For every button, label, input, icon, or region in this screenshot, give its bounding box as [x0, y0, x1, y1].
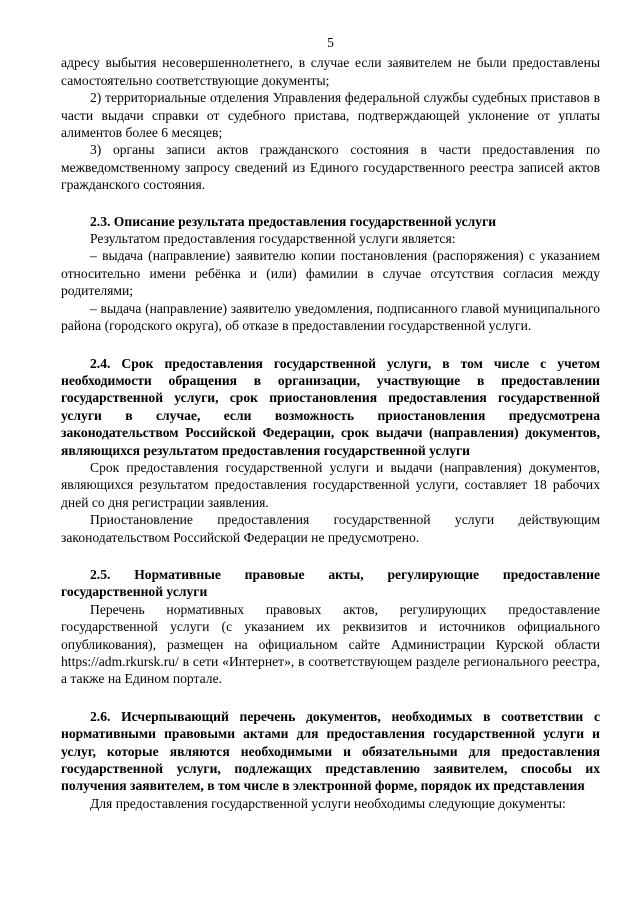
paragraph-result-intro: Результатом предоставления государственной услуги является:: [90, 231, 456, 247]
paragraph-term: Срок предоставления государственной услуги и выдачи (направления) документов, являющихся результатом предоставления государственной услуги, составляет 18 рабочих дней со дня регистрации заявления.: [61, 459, 600, 510]
list-item-civil-registry: 3) органы записи актов гражданского состояния в части предоставления по межведомственному запросу сведений из Единого государственного реестра записей актов гражданского состояния.: [61, 142, 600, 193]
paragraph-documents-intro: Для предоставления государственной услуги необходимы следующие документы:: [90, 795, 566, 811]
section-heading-2-5: 2.5. Нормативные правовые акты, регулирующие предоставление государственной услуги: [61, 566, 600, 600]
list-item-result-copy: – выдача (направление) заявителю копии постановления (распоряжения) с указанием относительно имени ребёнка и (или) фамилии в случае отсутствия согласия между родителями;: [61, 248, 600, 299]
paragraph-continuation: адресу выбытия несовершеннолетнего, в случае если заявителем не были предоставлены самостоятельно соответствующие документы;: [61, 55, 600, 88]
section-heading-2-4: 2.4. Срок предоставления государственной услуги, в том числе с учетом необходимости обращения в организации, участвующие в предоставлении государственной услуги, срок приостановления предоставления государственной услуги в случае, если возможность приостановления предусмотрена законодательством Российской Федерации, срок выдачи (направления) документов, являющихся результатом предоставления государственной услуги: [61, 355, 600, 458]
section-heading-2-3: 2.3. Описание результата предоставления государственной услуги: [90, 213, 497, 229]
paragraph-suspension: Приостановление предоставления государственной услуги действующим законодательством Российской Федерации не предусмотрено.: [61, 512, 600, 545]
list-item-result-refusal: – выдача (направление) заявителю уведомления, подписанного главой муниципального района (городского округа), об отказе в предоставлении государственной услуги.: [61, 300, 600, 334]
section-heading-2-6: 2.6. Исчерпывающий перечень документов, необходимых в соответствии с нормативными правовыми актами для предоставления государственной услуги и услуг, которые являются необходимыми и обязательными для предоставления государственной услуги, подлежащих представлению заявителем, способы их получения заявителем, в том числе в электронной форме, порядок их представления: [61, 708, 600, 794]
list-item-bailiffs: 2) территориальные отделения Управления федеральной службы судебных приставов в части выдачи справки от судебного пристава, подтверждающей уклонение от уплаты алиментов более 6 месяцев;: [61, 90, 600, 141]
paragraph-legal-acts: Перечень нормативных правовых актов, регулирующих предоставление государственной услуги (с указанием их реквизитов и источников официального опубликования), размещен на официальном сайте Администрации Курской области https://adm.rkursk.ru/ в сети «Интернет», в соответствующем разделе регионального реестра, а также на Едином портале.: [61, 601, 600, 687]
page-number: 5: [327, 35, 334, 50]
